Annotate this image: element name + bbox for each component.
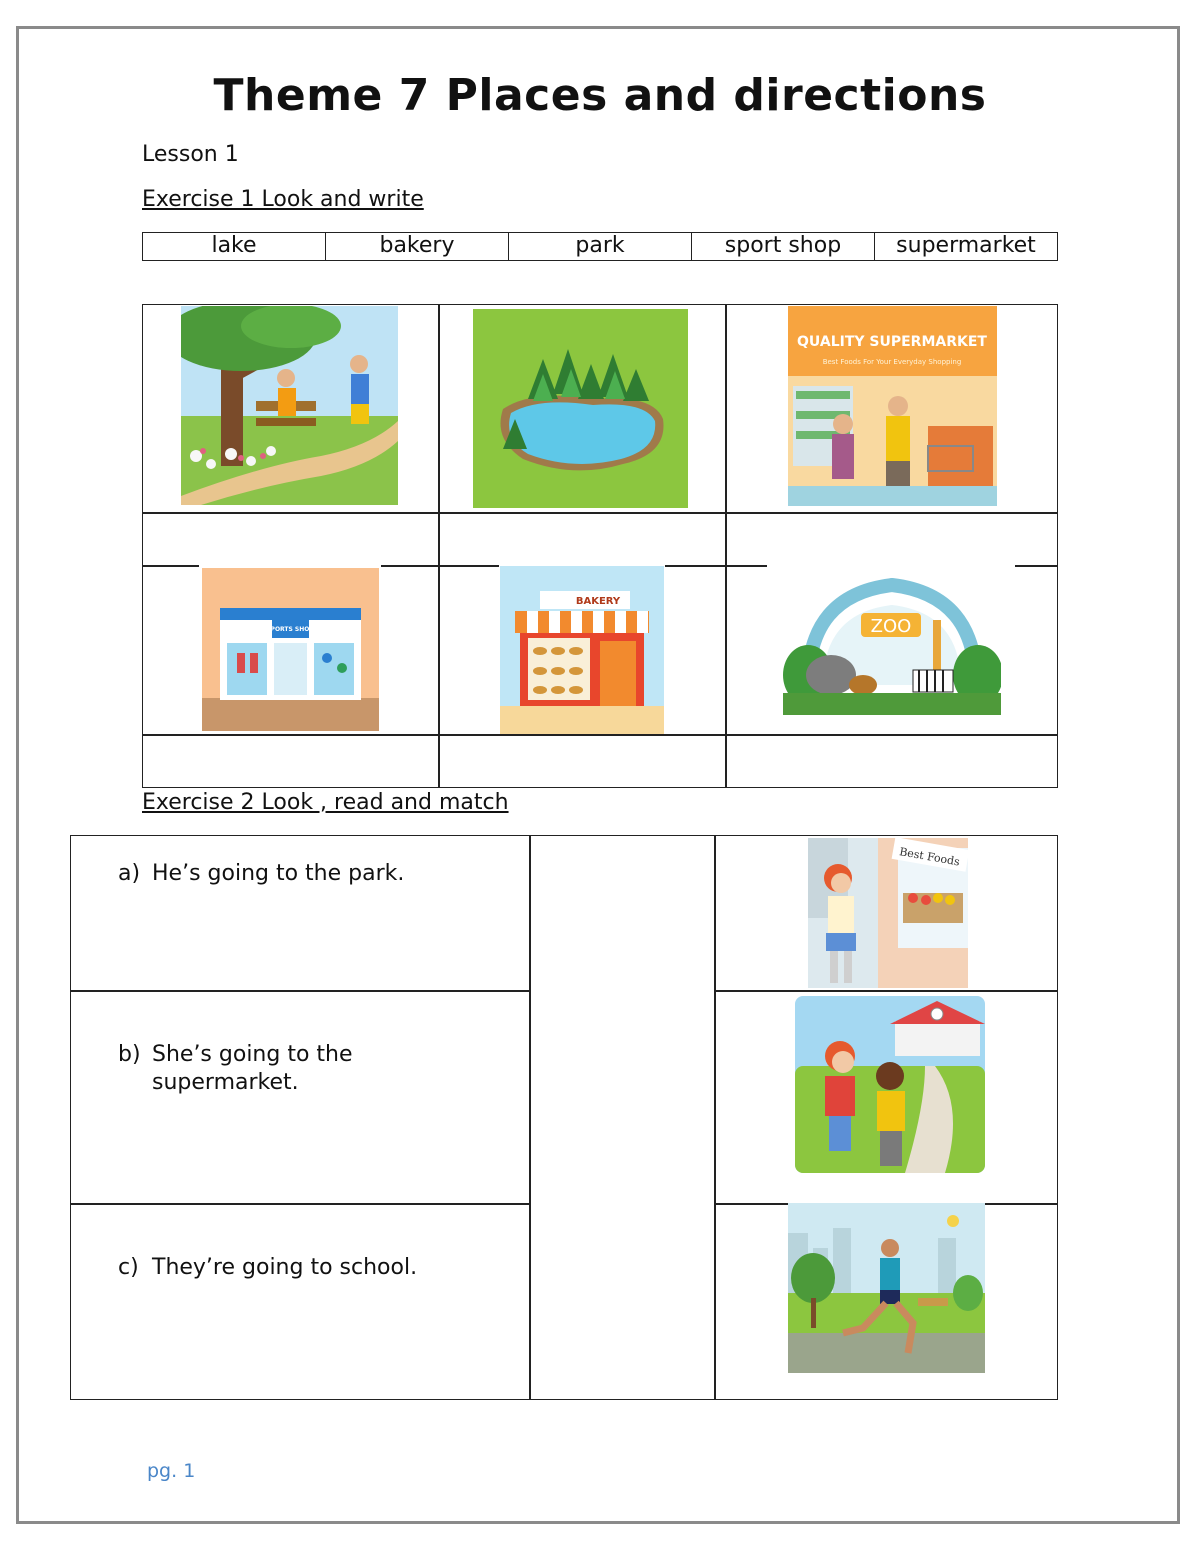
sentence-c-letter: c): [118, 1255, 139, 1280]
zoo-scene-image: [783, 575, 1001, 715]
sentence-a: [118, 860, 404, 888]
word-lake: lake: [143, 233, 326, 260]
sport-shop-scene-image: [202, 568, 379, 731]
page-number: pg. 1: [147, 1460, 196, 1482]
word-park: park: [509, 233, 692, 260]
sentence-b-text-cont: supermarket.: [152, 1070, 299, 1095]
sentence-c-text: They’re going to school.: [152, 1255, 418, 1280]
exercise-2-heading: Exercise 2 Look , read and match: [142, 790, 509, 815]
lesson-label: Lesson 1: [142, 142, 239, 167]
page-title: Theme 7 Places and directions: [213, 70, 987, 121]
sentence-c: [118, 1254, 417, 1282]
sentence-a-letter: a): [118, 861, 141, 886]
sentence-b-text: She’s going to the: [152, 1042, 353, 1067]
answer-cell-2[interactable]: [441, 515, 724, 565]
girl-shopping-scene-image: [808, 838, 968, 988]
sentence-b-letter: b): [118, 1042, 141, 1067]
park-scene-image: [181, 306, 398, 505]
sentence-a-text: He’s going to the park.: [152, 861, 405, 886]
answer-cell-6[interactable]: [728, 737, 1056, 787]
word-bank: [142, 232, 1058, 261]
word-sport-shop: sport shop: [692, 233, 875, 260]
sentence-b: [118, 1041, 353, 1097]
lake-scene-image: [473, 309, 688, 508]
bakery-sign: BAKERY: [575, 596, 621, 607]
word-bakery: bakery: [326, 233, 509, 260]
answer-cell-3[interactable]: [728, 515, 1056, 565]
word-supermarket: supermarket: [896, 233, 1036, 258]
shop-sign: Best Foods: [898, 845, 961, 869]
zoo-sign: ZOO: [870, 616, 912, 637]
exercise-1-heading: Exercise 1 Look and write: [142, 187, 424, 212]
supermarket-scene-image: [788, 306, 997, 506]
bakery-scene-image: [500, 566, 664, 734]
answer-cell-4[interactable]: [145, 737, 437, 787]
kids-to-school-scene-image: [795, 996, 985, 1173]
answer-cell-1[interactable]: [145, 515, 437, 565]
sport-shop-sign: SPORTS SHOP: [266, 626, 314, 633]
supermarket-sign: QUALITY SUPERMARKET: [797, 334, 987, 350]
man-running-scene-image: [788, 1203, 985, 1373]
answer-cell-5[interactable]: [441, 737, 724, 787]
supermarket-tagline: Best Foods For Your Everyday Shopping: [822, 358, 962, 366]
